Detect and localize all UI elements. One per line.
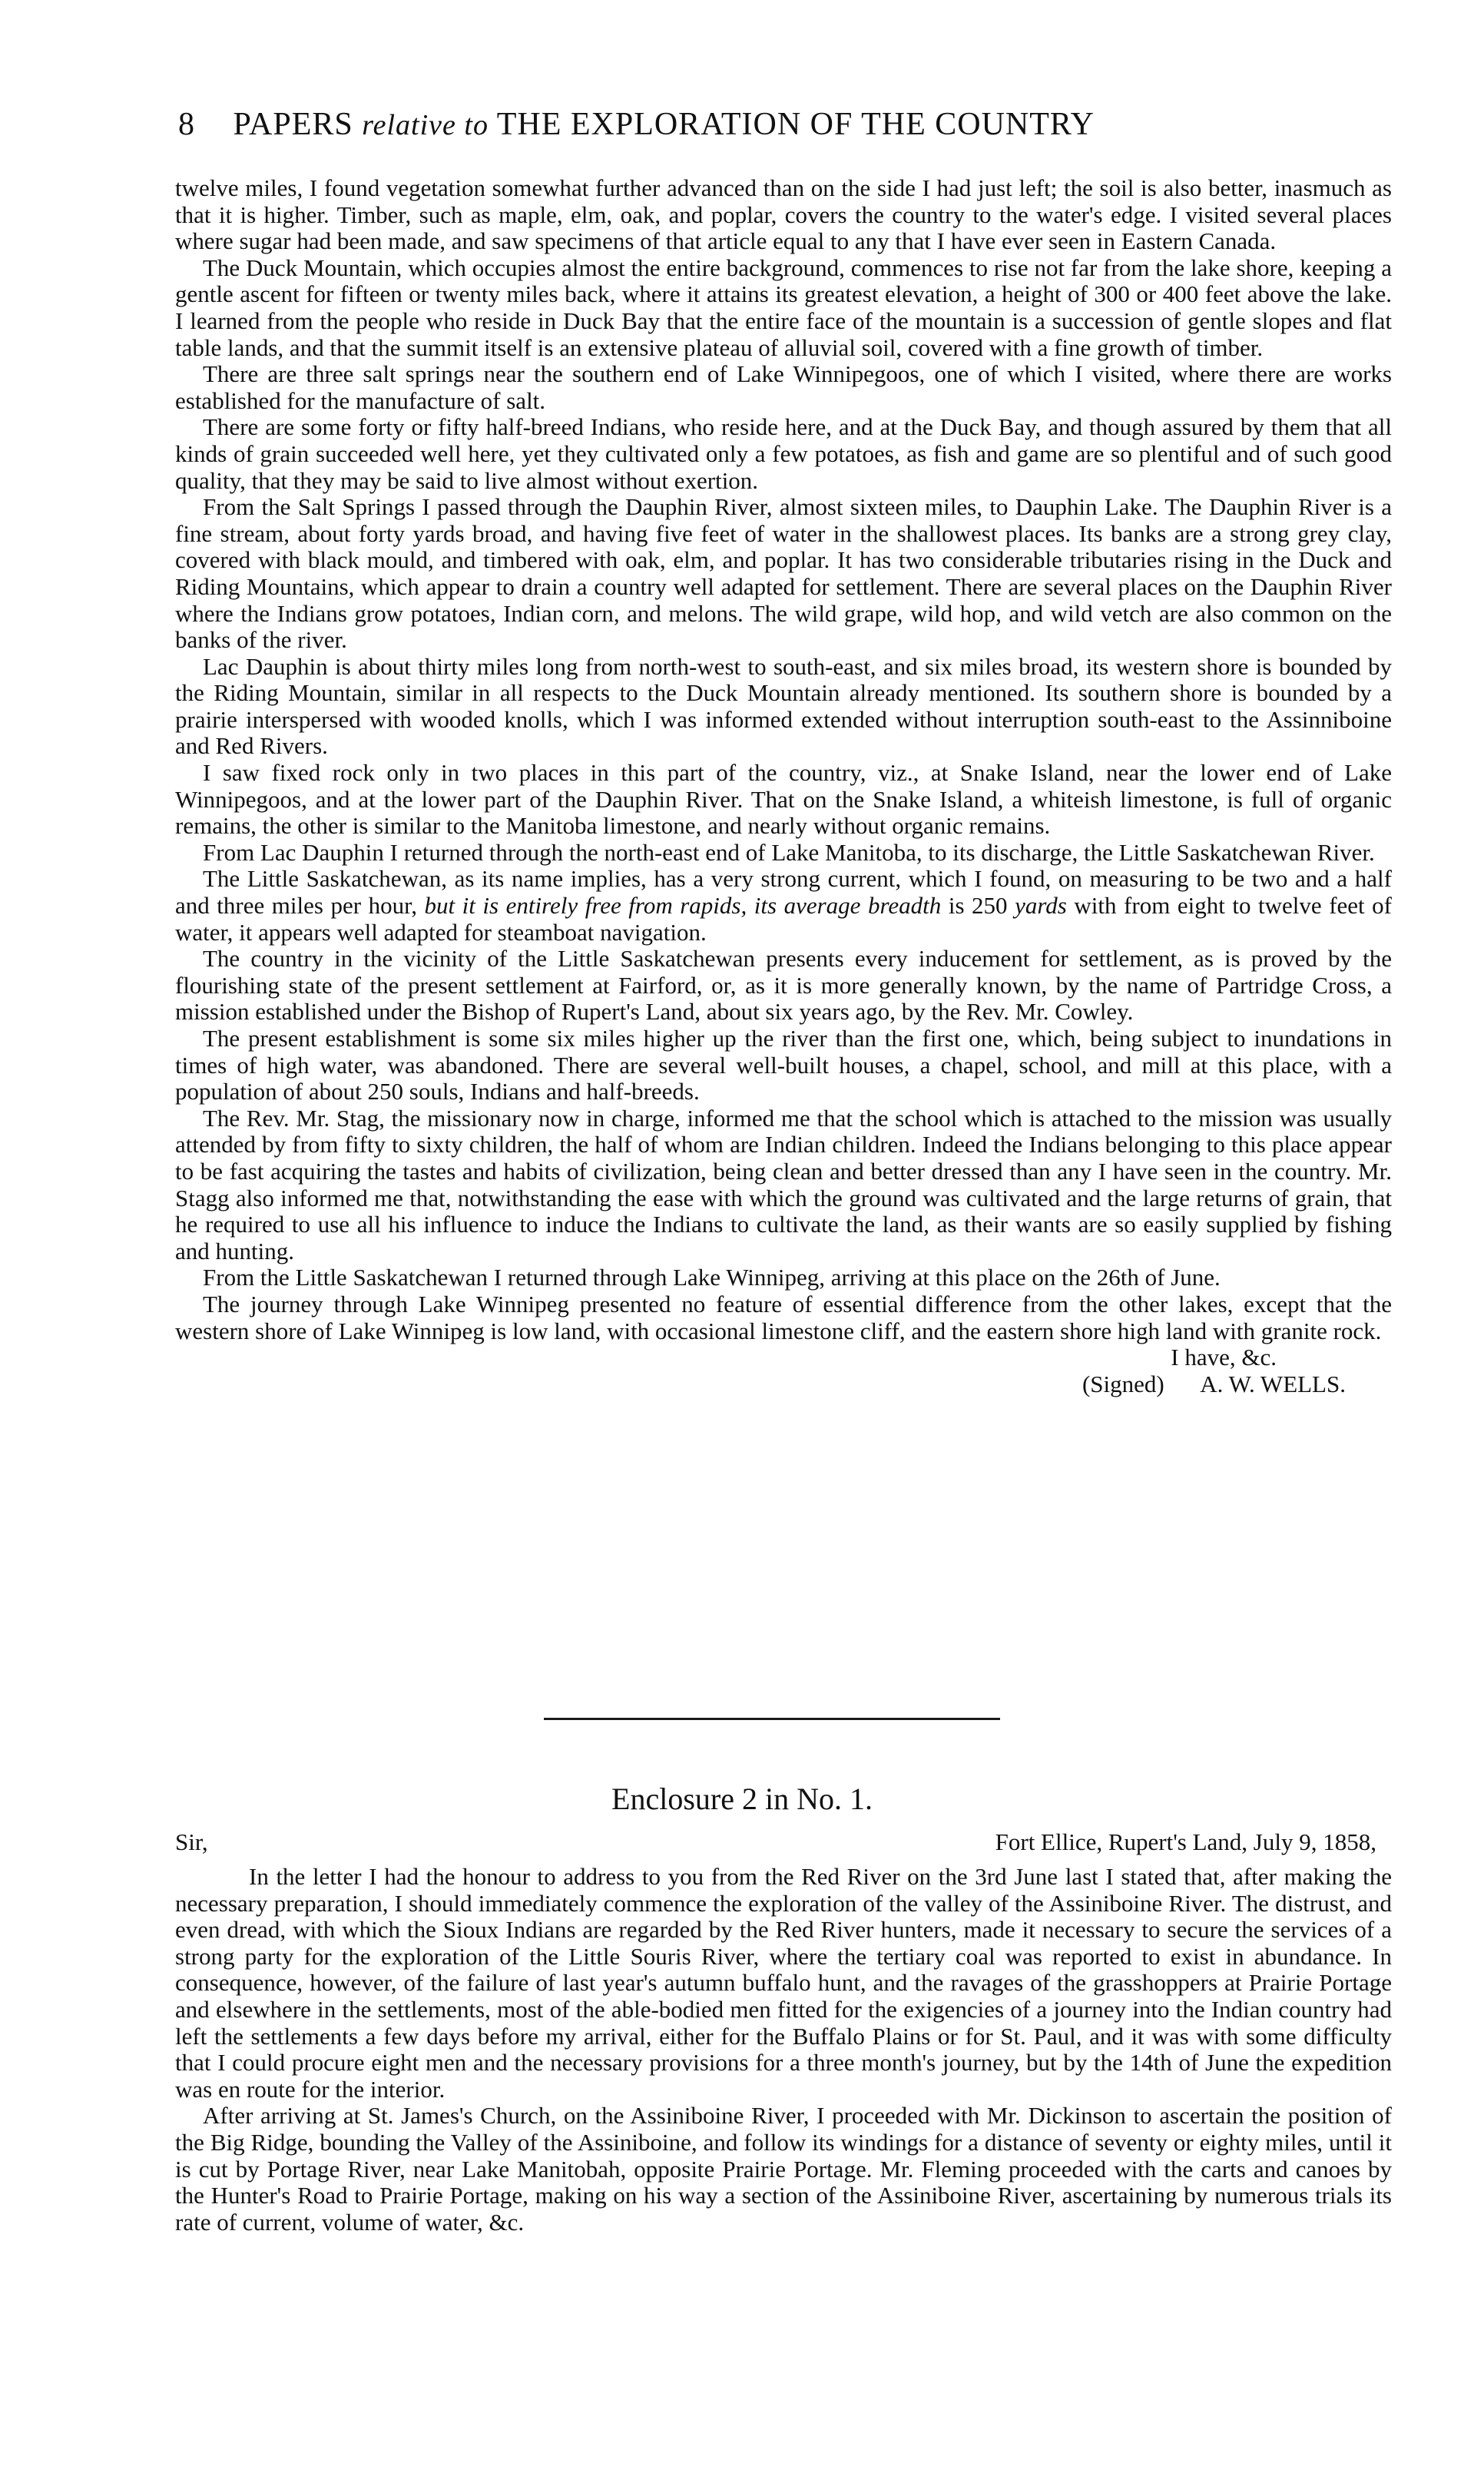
paragraph: From the Salt Springs I passed through the Dauphin River, almost sixteen miles, to Dauphin Lake. The Dauphin River is a fine stream, about forty yards broad, and having five feet of water in the shallowest places. Its banks are a strong grey clay, covered with black mould, and timbered with oak, elm, and poplar. It has two considerable tributaries rising in the Duck and Riding Mountains, which appear to drain a country well adapted for settlement. There are several places on the Dauphin River where the Indians grow potatoes, Indian corn, and melons. The wild grape, wild hop, and wild vetch are also common on the banks of the river. <box>175 493 1392 654</box>
enclosure-title: Enclosure 2 in No. 1. <box>611 1782 873 1816</box>
salutation: Sir, <box>175 1828 208 1855</box>
signature-name: A. W. WELLS. <box>1200 1370 1346 1397</box>
signed-label: (Signed) <box>1082 1370 1164 1397</box>
paragraph: I saw fixed rock only in two places in this part of the country, viz., at Snake Island, near the lower end of Lake Winnipegoos, and at the lower part of the Dauphin River. That on the Snake Island, a whiteish limestone, is full of organic remains, the other is similar to the Manitoba limestone, and nearly without organic remains. <box>175 759 1392 840</box>
page-number: 8 <box>178 107 195 142</box>
paragraph: twelve miles, I found vegetation somewhat further advanced than on the side I had just left; the soil is also better, inasmuch as that it is higher. Timber, such as maple, elm, oak, and poplar, covers the country to the water's edge. I visited several places where sugar had been made, and saw specimens of that article equal to any that I have ever seen in Eastern Canada. <box>175 174 1392 255</box>
text-run: with from eight to twelve feet of water, it appears well adapted for steamboat navigation. <box>175 892 1393 946</box>
paragraph: There are some forty or fifty half-breed Indians, who reside here, and at the Duck Bay, and though assured by them that all kinds of grain succeeded well here, yet they cultivated only a few potatoes, as fish and game are so plentiful and of such good quality, that they may be said to live almost without exertion. <box>175 413 1392 494</box>
paragraph: There are three salt springs near the southern end of Lake Winnipegoos, one of which I visited, where there are works established for the manufacture of salt. <box>175 360 1392 414</box>
text-run: is 250 <box>948 892 1008 920</box>
paragraph: From the Little Saskatchewan I returned through Lake Winnipeg, arriving at this place on the 26th of June. <box>203 1264 1221 1291</box>
salutation-row <box>175 1828 1392 1859</box>
italic-text: yards <box>1015 892 1067 920</box>
enclosure-body <box>175 1864 1392 2236</box>
header-title-italic: relative to <box>362 109 489 141</box>
paragraph: Lac Dauphin is about thirty miles long from north-west to south-east, and six miles broad, its western shore is bounded by the Riding Mountain, similar in all respects to the Duck Mountain already mentioned. Its southern shore is bounded by a prairie interspersed with wooded knolls, which I was informed extended without interruption south-east to the Assinniboine and Red Rivers. <box>175 652 1392 760</box>
header-title-start: PAPERS <box>233 107 353 142</box>
paragraph: The Duck Mountain, which occupies almost the entire background, commences to rise not far from the lake shore, keeping a gentle ascent for fifteen or twenty miles back, where it attains its greatest elevation, a height of 300 or 400 feet above the lake. I learned from the people who reside in Duck Bay that the entire face of the mountain is a succession of gentle slopes and flat table lands, and that the summit itself is an extensive plateau of alluvial soil, covered with a fine growth of timber. <box>175 254 1392 361</box>
closing-line: I have, &c. <box>1171 1344 1277 1371</box>
paragraph: From Lac Dauphin I returned through the north-east end of Lake Manitoba, to its discharge, the Little Saskatchewan River. <box>203 838 1375 866</box>
paragraph: The country in the vicinity of the Little Saskatchewan presents every inducement for settlement, as is proved by the flourishing state of the present settlement at Fairford, or, as it is more generally known, by the name of Partridge Cross, a mission established under the Bishop of Rupert's Land, about six years ago, by the Rev. Mr. Cowley. <box>175 945 1392 1026</box>
paragraph: The journey through Lake Winnipeg presented no feature of essential difference from the other lakes, except that the western shore of Lake Winnipeg is low land, with occasional limestone cliff, and the eastern shore high land with granite rock. <box>175 1290 1392 1344</box>
signature-line <box>175 1371 1392 1398</box>
paragraph: The Rev. Mr. Stag, the missionary now in charge, informed me that the school which is attached to the mission was usually attended by from fifty to sixty children, the half of whom are Indian children. Indeed the Indians belonging to this place appear to be fast acquiring the tastes and habits of civilization, being clean and better dressed than any I have seen in the country. Mr. Stagg also informed me that, notwithstanding the ease with which the ground was cultivated and the large returns of grain, that he required to use all his influence to induce the Indians to cultivate the land, as their wants are so easily supplied by fishing and hunting. <box>175 1104 1392 1265</box>
letter-body <box>175 175 1392 1397</box>
letter-closing <box>175 1344 1392 1397</box>
text-run: The Little Saskatchewan, as its name implies, has a very strong current, which I found, on measuring to be two and a half and three miles per hour, <box>175 865 1392 920</box>
header-title-end: THE EXPLORATION OF THE COUNTRY <box>496 107 1095 142</box>
paragraph: After arriving at St. James's Church, on the Assiniboine River, I proceeded with Mr. Dickinson to ascertain the position of the Big Ridge, bounding the Valley of the Assiniboine, and follow its windings for a distance of seventy or eighty miles, until it is cut by Portage River, near Lake Manitobah, opposite Prairie Portage. Mr. Fleming proceeded with the carts and canoes by the Hunter's Road to Prairie Portage, making on his way a section of the Assiniboine River, ascertaining by numerous trials its rate of current, volume of water, &c. <box>175 2102 1392 2236</box>
section-divider <box>544 1718 1000 1720</box>
italic-text: but it is entirely free from rapids, its average breadth <box>424 892 942 920</box>
paragraph <box>175 866 1392 946</box>
date-line: Fort Ellice, Rupert's Land, July 9, 1858, <box>995 1828 1376 1855</box>
paragraph: In the letter I had the honour to address to you from the Red River on the 3rd June last I stated that, after making the necessary preparation, I should immediately commence the exploration of the valley of the Assiniboine River. The distrust, and even dread, with which the Sioux Indians are regarded by the Red River hunters, made it necessary to secure the services of a strong party for the exploration of the Little Souris River, where the tertiary coal was reported to exist in abundance. In consequence, however, of the failure of last year's autumn buffalo hunt, and the ravages of the grasshoppers at Prairie Portage and elsewhere in the settlements, most of the able-bodied men fitted for the exigencies of a journey into the Indian country had left the settlements a few days before my arrival, either for the Buffalo Plains or for St. Paul, and it was with some difficulty that I could procure eight men and the necessary provisions for a three month's journey, but by the 14th of June the expedition was en route for the interior. <box>175 1863 1392 2103</box>
paragraph: The present establishment is some six miles higher up the river than the first one, which, being subject to inundations in times of high water, was abandoned. There are several well-built houses, a chapel, school, and mill at this place, with a population of about 250 souls, Indians and half-breeds. <box>175 1025 1392 1105</box>
running-header <box>178 106 1376 160</box>
